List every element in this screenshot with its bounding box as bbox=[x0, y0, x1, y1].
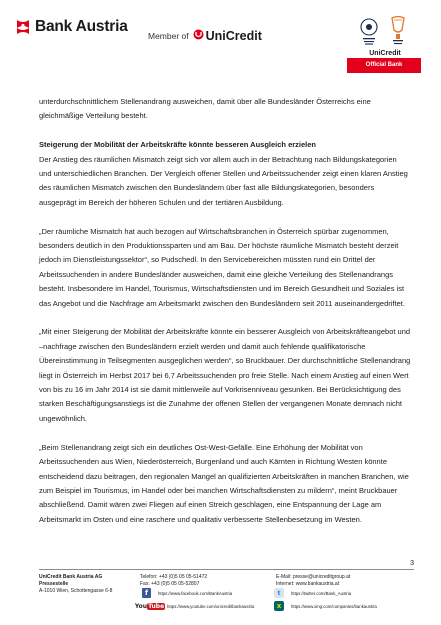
page-header bbox=[0, 0, 441, 80]
xing-link[interactable] bbox=[274, 601, 377, 611]
footer-contact-info bbox=[276, 574, 350, 588]
xing-url[interactable]: https://www.xing.com/companies/bankaustria bbox=[291, 603, 377, 609]
paragraph: Der Anstieg des räumlichen Mismatch zeigt sich vor allem auch in der Betrachtung nach Bildungskategorien und unterschiedlichen Branchen. Der Vergleich offener Stellen und Arbeitssuchender zeigt einen klaren Anstieg des räumlichen Mismatch zwischen den Bundesländern über fast alle Bildungskategorien, besonders ausgeprägt im Bereich der höheren Schulen und der tertiären Ausbildung. bbox=[39, 154, 408, 207]
paragraph: „Mit einer Steigerung der Mobilität der Arbeitskräfte könnte ein besserer Ausgleich von Arbeitskräfteangebot und –nachfrage zwischen den Bundesländern erzielt werden und damit auch fehlende qualifikatorische Übereinstimmung in Teilsegmenten ausgeglichen werden“, so Bruckbauer. Der durchschnittliche Stellenandrang liegt in Österreich im Herbst 2017 bei 6,7 Arbeitssuchenden pro freie Stelle. Nach einem Anstieg auf einen Wert von bis zu 16 im Jahr 2014 ist sie damit mittlerweile auf Vorkrisenniveau gesunken. Bei Berücksichtigung des starken Beschäftigungsanstiegs ist die Zunahme der offenen Stellen der vergangenen Monate demnach nicht ungewöhnlich. bbox=[39, 327, 411, 423]
bank-austria-logo bbox=[14, 18, 128, 36]
footer-department: Pressestelle bbox=[39, 581, 69, 587]
youtube-link[interactable] bbox=[134, 601, 255, 611]
member-of-unicredit bbox=[148, 27, 262, 45]
youtube-url[interactable]: https://www.youtube.com/unicreditbankaustria bbox=[167, 603, 255, 609]
cl-unicredit-label: UniCredit bbox=[369, 50, 401, 57]
footer-fax: Fax: +43 (0)5 05 05-52807 bbox=[140, 581, 200, 587]
paragraph: unterdurchschnittlichem Stellenandrang ausweichen, damit über alle Bundesländer Österreichs eine gleichmäßige Verteilung besteht. bbox=[39, 97, 371, 121]
facebook-link[interactable] bbox=[142, 588, 232, 598]
twitter-url[interactable]: https://twitter.com/Bank_Austria bbox=[291, 590, 352, 596]
paragraph: „Der räumliche Mismatch hat auch bezogen auf Wirtschaftsbranchen in Österreich spürbar zugenommen, besonders deutlich in den Produktionssparten und am Bau. Der höchste räumliche Mismatch besteht derzeit jedoch im Dienstleistungssektor“, so Pudschedl. In den Servicebereichen müssten rund ein Drittel der Arbeitssuchenden in andere Bundesländer ausweichen, damit eine gleiche Verteilung des Stellenandrangs besteht. Insbesondere im Handel, Tourismus, Wirtschaftsdiensten und im Bereich Gesundheit und Soziales ist das Angebot und die Nachfrage am Arbeitsmarkt zwischen den Bundesländern seit 2011 auseinandergedriftet. bbox=[39, 226, 405, 308]
twitter-icon: t bbox=[274, 588, 284, 598]
footer-company: UniCredit Bank Austria AG bbox=[39, 574, 103, 580]
footer-company-info bbox=[39, 574, 112, 595]
footer-phone-info bbox=[140, 574, 207, 588]
bank-austria-logo-icon bbox=[14, 18, 32, 36]
facebook-url[interactable]: https://www.facebook.com/BankAustria bbox=[158, 590, 233, 596]
footer-telefon: Telefon: +43 (0)5 05 05-51472 bbox=[140, 574, 208, 580]
footer-internet[interactable]: Internet: www.bankaustria.at bbox=[276, 581, 340, 587]
footer-address: A-1010 Wien, Schottengasse 6-8 bbox=[39, 588, 113, 594]
footer-email[interactable]: E-Mail: presse@unicreditgroup.at bbox=[276, 574, 351, 580]
facebook-icon: f bbox=[142, 588, 151, 598]
unicredit-icon bbox=[193, 27, 204, 45]
bank-name: Bank Austria bbox=[35, 18, 128, 35]
section-heading: Steigerung der Mobilität der Arbeitskräfte könnte besseren Ausgleich erzielen bbox=[39, 140, 317, 150]
twitter-link[interactable] bbox=[274, 588, 351, 598]
article-body bbox=[39, 95, 411, 542]
champions-league-trophy-icon bbox=[350, 12, 420, 52]
unicredit-label: UniCredit bbox=[205, 29, 262, 43]
youtube-icon: You Tube bbox=[134, 602, 165, 610]
official-bank-badge: Official Bank bbox=[347, 58, 421, 73]
page-number: 3 bbox=[410, 560, 414, 567]
paragraph: „Beim Stellenandrang zeigt sich ein deutliches Ost-West-Gefälle. Eine Erhöhung der Mobilität von Arbeitssuchenden aus Wien, Niederösterreich, Burgenland und auch Kärnten in Richtung Westen könnte entscheidend dazu beitragen, den regionalen Mangel an qualifizierten Arbeitskräften in manchen Branchen, wie zum Beispiel im Tourismus, im Handel oder bei manchen Wirtschaftsdiensten zu mildern“, meint Bruckbauer abschließend. Damit wären zwei Fliegen auf einen Streich geschlagen, eine Entspannung der Lage am Arbeitsmarkt im Osten und eine raschere und qualitativ verbesserte Stellenbesetzung im Westen. bbox=[39, 442, 409, 524]
footer-divider bbox=[39, 569, 414, 570]
member-of-label: Member of bbox=[148, 31, 189, 41]
xing-icon: x bbox=[274, 601, 284, 611]
